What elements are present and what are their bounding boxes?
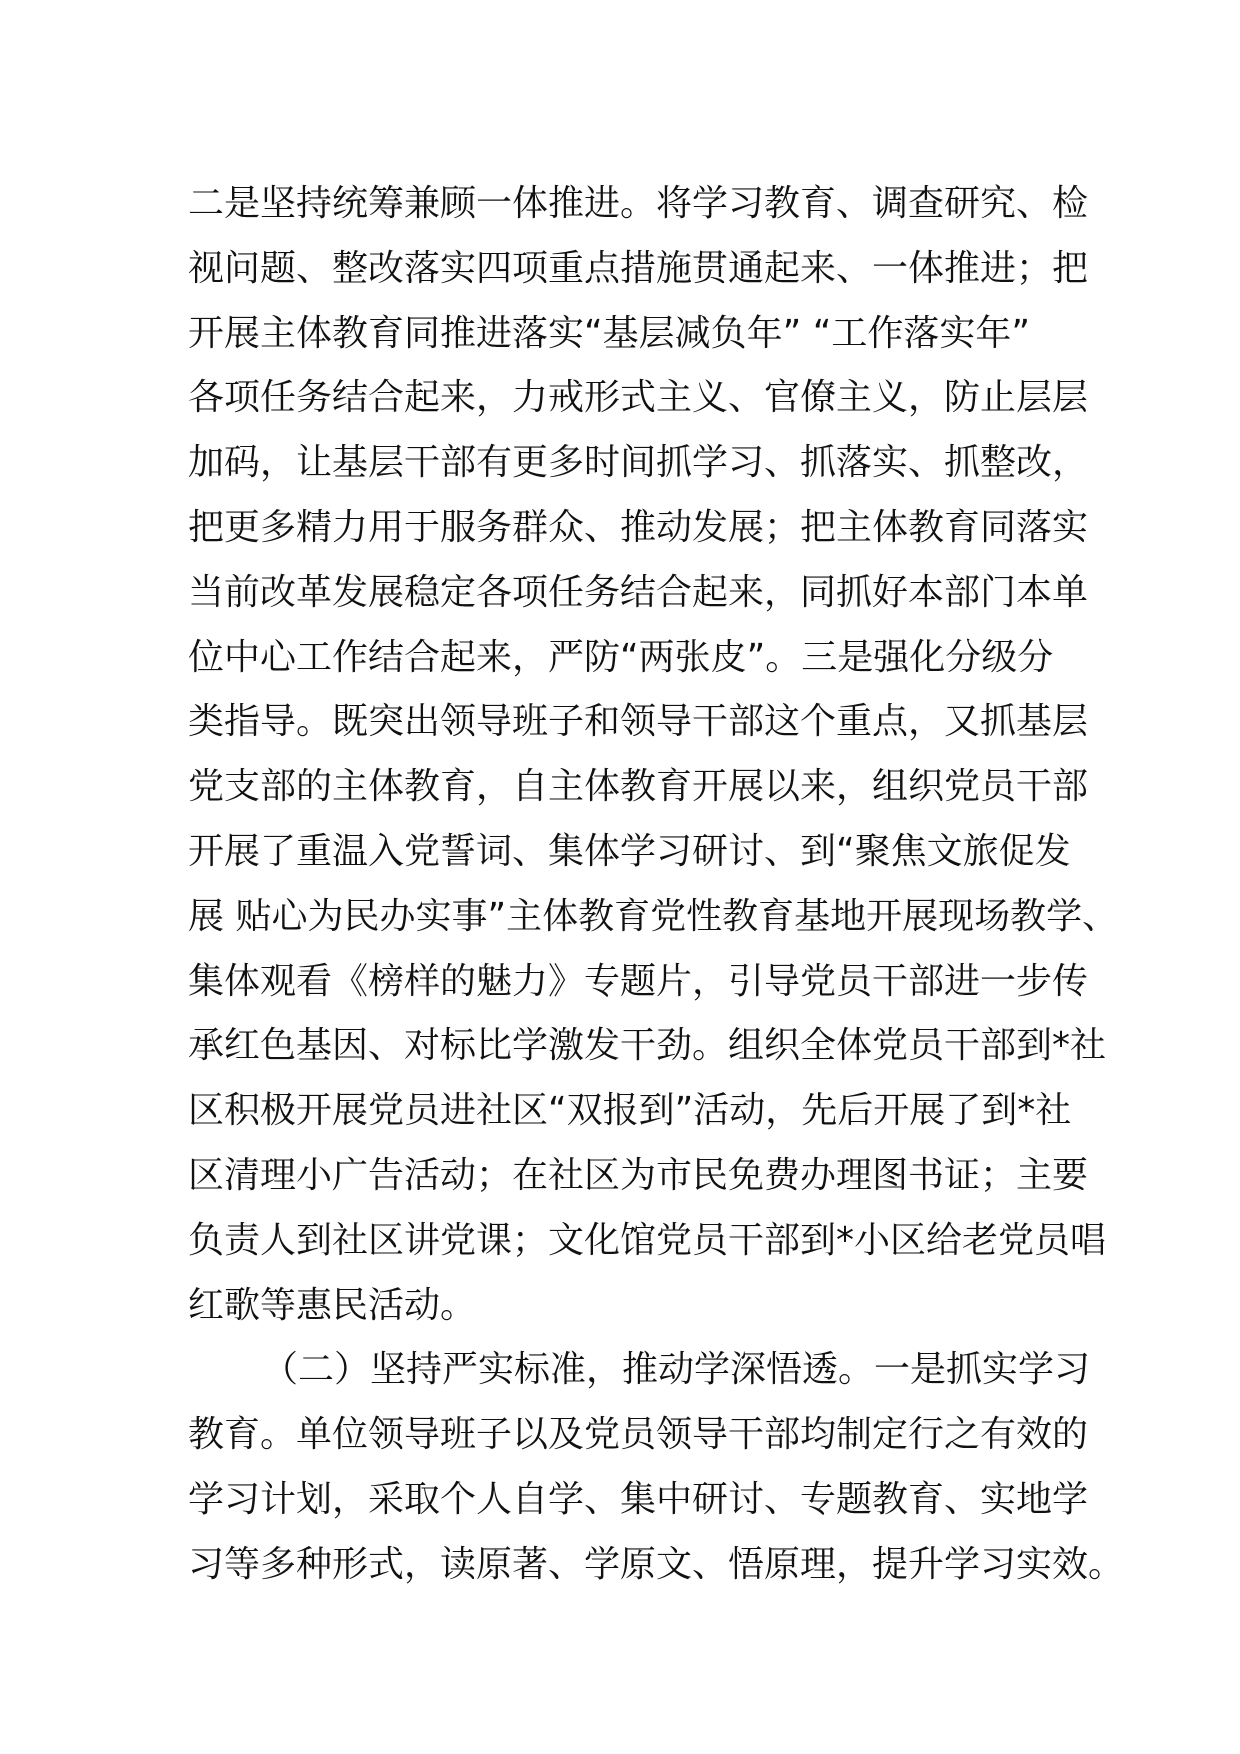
- paragraph-line: 加码，让基层干部有更多时间抓学习、抓落实、抓整改，: [188, 442, 1089, 484]
- paragraph-line: 开展主体教育同推进落实“基层减负年” “工作落实年”: [188, 312, 1031, 354]
- paragraph-2: [188, 1338, 1125, 1597]
- paragraph-line: 展 贴心为民办实事”主体教育党性教育基地开展现场教学、: [188, 895, 1119, 937]
- paragraph-line: 位中心工作结合起来，严防“两张皮”。三是强化分级分: [188, 636, 1054, 678]
- paragraph-1: [188, 172, 1119, 1338]
- paragraph-line: 教育。单位领导班子以及党员领导干部均制定行之有效的: [188, 1414, 1089, 1456]
- paragraph-line: 红歌等惠民活动。: [188, 1284, 477, 1326]
- paragraph-line: 区清理小广告活动；在社区为市民免费办理图书证；主要: [188, 1154, 1089, 1196]
- paragraph-line: 当前改革发展稳定各项任务结合起来，同抓好本部门本单: [188, 571, 1089, 613]
- paragraph-line: 负责人到社区讲党课；文化馆党员干部到*小区给老党员唱: [188, 1219, 1107, 1261]
- document-body: [188, 172, 1125, 1598]
- paragraph-line: 把更多精力用于服务群众、推动发展；把主体教育同落实: [188, 506, 1089, 548]
- paragraph-line: 类指导。既突出领导班子和领导干部这个重点，又抓基层: [188, 701, 1089, 743]
- paragraph-line: 视问题、整改落实四项重点措施贯通起来、一体推进；把: [188, 247, 1089, 289]
- paragraph-line: （二）坚持严实标准，推动学深悟透。一是抓实学习: [262, 1349, 1091, 1391]
- paragraph-line: 学习计划，采取个人自学、集中研讨、专题教育、实地学: [188, 1478, 1089, 1520]
- paragraph-line: 开展了重温入党誓词、集体学习研讨、到“聚焦文旅促发: [188, 830, 1071, 872]
- paragraph-line: 集体观看《榜样的魅力》专题片，引导党员干部进一步传: [188, 960, 1089, 1002]
- paragraph-line: 二是坚持统筹兼顾一体推进。将学习教育、调查研究、检: [188, 183, 1089, 224]
- paragraph-line: 区积极开展党员进社区“双报到”活动，先后开展了到*社: [188, 1090, 1072, 1132]
- paragraph-line: 各项任务结合起来，力戒形式主义、官僚主义，防止层层: [188, 377, 1089, 419]
- paragraph-line: 承红色基因、对标比学激发干劲。组织全体党员干部到*社: [188, 1025, 1107, 1067]
- paragraph-line: 习等多种形式，读原著、学原文、悟原理，提升学习实效。: [188, 1543, 1125, 1585]
- paragraph-line: 党支部的主体教育，自主体教育开展以来，组织党员干部: [188, 766, 1089, 808]
